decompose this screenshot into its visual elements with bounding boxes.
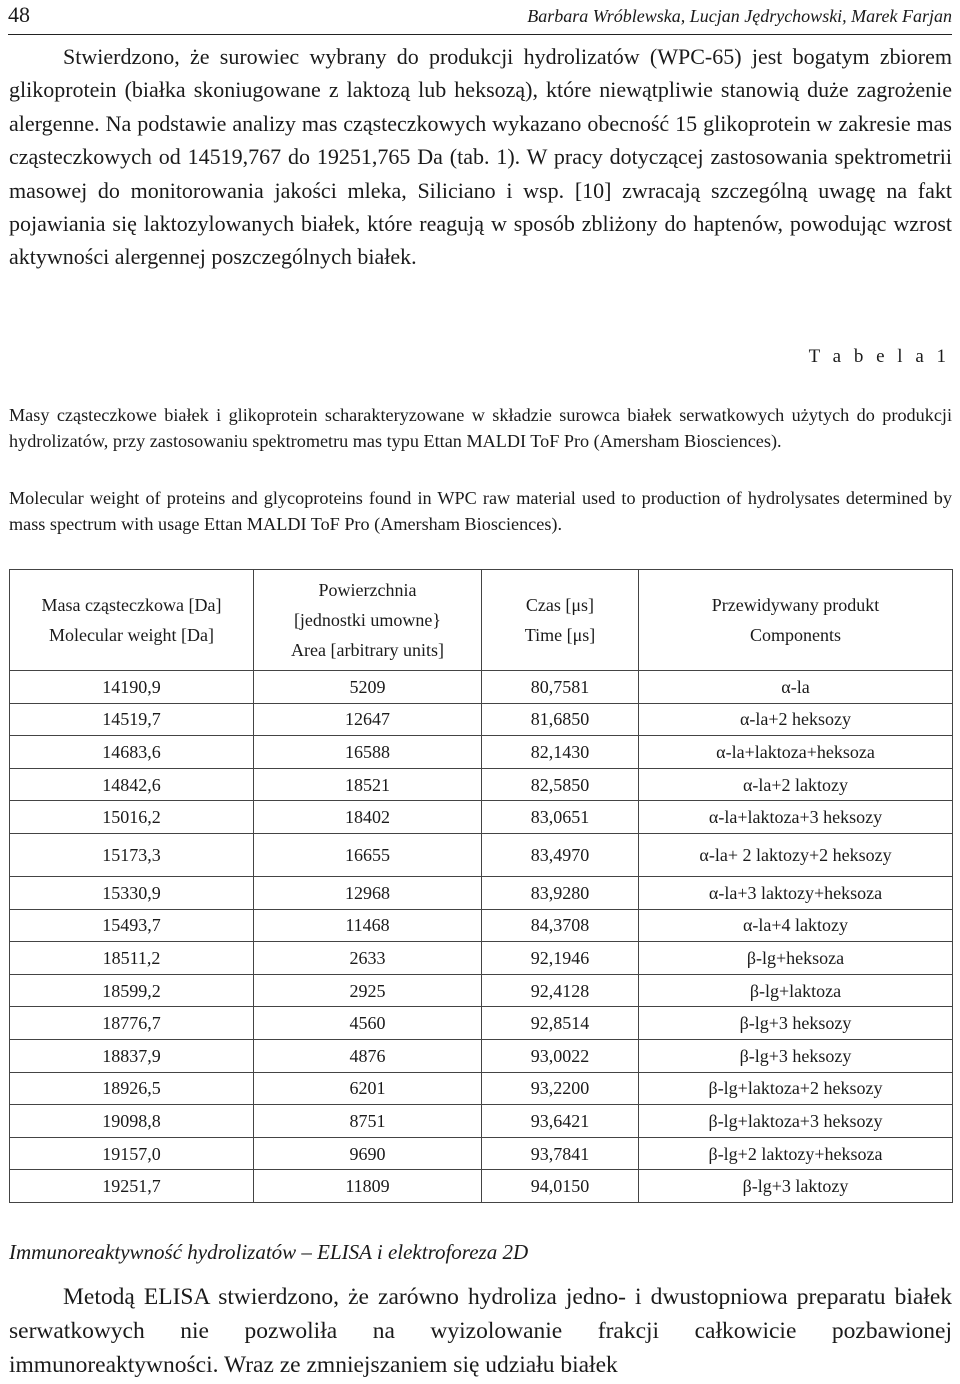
cell-component: α-la+laktoza+heksoza <box>639 736 953 769</box>
table-row <box>10 909 953 942</box>
cell-component: β-lg+3 heksozy <box>639 1039 953 1072</box>
cell-time: 83,0651 <box>482 801 639 834</box>
cell-component: β-lg+3 heksozy <box>639 1007 953 1040</box>
table-caption-english: Molecular weight of proteins and glycoproteins found in WPC raw material used to production of hydrolysates determined by mass spectrum with usage Ettan MALDI ToF Pro (Amersham Biosciences). <box>9 488 952 535</box>
table-row <box>10 801 953 834</box>
cell-molecular-weight: 15493,7 <box>10 909 254 942</box>
table-row <box>10 1039 953 1072</box>
cell-time: 93,6421 <box>482 1105 639 1138</box>
table-row <box>10 703 953 736</box>
cell-area: 2925 <box>254 974 482 1007</box>
header-area <box>254 570 482 671</box>
cell-time: 82,5850 <box>482 768 639 801</box>
cell-component: β-lg+3 laktozy <box>639 1170 953 1203</box>
table-row <box>10 942 953 975</box>
header-time <box>482 570 639 671</box>
cell-molecular-weight: 18837,9 <box>10 1039 254 1072</box>
table-row <box>10 736 953 769</box>
body-paragraph-1 <box>9 40 952 274</box>
cell-time: 92,4128 <box>482 974 639 1007</box>
cell-area: 2633 <box>254 942 482 975</box>
cell-area: 8751 <box>254 1105 482 1138</box>
cell-molecular-weight: 15173,3 <box>10 833 254 876</box>
cell-molecular-weight: 18776,7 <box>10 1007 254 1040</box>
header-components <box>639 570 953 671</box>
cell-area: 16655 <box>254 833 482 876</box>
cell-component: α-la+2 heksozy <box>639 703 953 736</box>
table-row <box>10 833 953 876</box>
table-row <box>10 768 953 801</box>
header-line: Components <box>749 625 841 645</box>
table-caption-polish: Masy cząsteczkowe białek i glikoprotein scharakteryzowane w składzie surowca białek serwatkowych użytych do produkcji hydrolizatów, przy zastosowaniu spektrometru mas typu Ettan MALDI ToF Pro (Amersham Biosciences). <box>9 405 952 452</box>
cell-time: 93,7841 <box>482 1137 639 1170</box>
cell-component: β-lg+laktoza+2 heksozy <box>639 1072 953 1105</box>
cell-time: 82,1430 <box>482 736 639 769</box>
cell-area: 4876 <box>254 1039 482 1072</box>
cell-molecular-weight: 15016,2 <box>10 801 254 834</box>
cell-area: 6201 <box>254 1072 482 1105</box>
cell-molecular-weight: 18926,5 <box>10 1072 254 1105</box>
cell-time: 83,9280 <box>482 876 639 909</box>
cell-time: 84,3708 <box>482 909 639 942</box>
cell-time: 81,6850 <box>482 703 639 736</box>
page-header <box>8 0 952 35</box>
table-row <box>10 1007 953 1040</box>
cell-area: 12968 <box>254 876 482 909</box>
molecular-weight-table <box>9 569 953 1203</box>
header-line: Masa cząsteczkowa [Da] <box>41 595 222 615</box>
cell-area: 12647 <box>254 703 482 736</box>
section-title: Immunoreaktywność hydrolizatów – ELISA i elektroforeza 2D <box>9 1240 529 1264</box>
cell-time: 93,0022 <box>482 1039 639 1072</box>
header-line: Area [arbitrary units] <box>291 640 444 660</box>
running-head-authors: Barbara Wróblewska, Lucjan Jędrychowski, Marek Farjan <box>527 6 952 26</box>
cell-molecular-weight: 14842,6 <box>10 768 254 801</box>
cell-time: 92,8514 <box>482 1007 639 1040</box>
header-molecular-weight <box>10 570 254 671</box>
cell-component: α-la+3 laktozy+heksoza <box>639 876 953 909</box>
cell-component: α-la+ 2 laktozy+2 heksozy <box>639 833 953 876</box>
paragraph-2-text: Metodą ELISA stwierdzono, że zarówno hydroliza jedno- i dwustopniowa preparatu białek serwatkowych nie pozwoliła na wyizolowanie frakcji całkowicie pozbawionej immunoreaktywności. Wraz ze zmniejszaniem się udziału białek <box>9 1284 952 1378</box>
cell-molecular-weight: 14190,9 <box>10 671 254 704</box>
cell-component: β-lg+laktoza+3 heksozy <box>639 1105 953 1138</box>
cell-time: 92,1946 <box>482 942 639 975</box>
cell-molecular-weight: 18511,2 <box>10 942 254 975</box>
table-body <box>10 671 953 1203</box>
header-line: Czas [μs] <box>525 595 595 615</box>
table-row <box>10 876 953 909</box>
cell-area: 4560 <box>254 1007 482 1040</box>
cell-time: 83,4970 <box>482 833 639 876</box>
table-row <box>10 974 953 1007</box>
table-row <box>10 1137 953 1170</box>
header-line: Powierzchnia <box>318 580 417 600</box>
cell-area: 11809 <box>254 1170 482 1203</box>
cell-component: α-la+laktoza+3 heksozy <box>639 801 953 834</box>
cell-component: β-lg+laktoza <box>639 974 953 1007</box>
body-paragraph-2 <box>9 1280 952 1382</box>
cell-molecular-weight: 19157,0 <box>10 1137 254 1170</box>
table-row <box>10 671 953 704</box>
cell-molecular-weight: 19098,8 <box>10 1105 254 1138</box>
cell-component: α-la <box>639 671 953 704</box>
cell-component: β-lg+2 laktozy+heksoza <box>639 1137 953 1170</box>
cell-area: 18521 <box>254 768 482 801</box>
header-line: Molecular weight [Da] <box>49 625 214 645</box>
header-line: [jednostki umowne} <box>293 610 442 630</box>
cell-area: 18402 <box>254 801 482 834</box>
table-row <box>10 1105 953 1138</box>
cell-molecular-weight: 15330,9 <box>10 876 254 909</box>
header-line: Time [μs] <box>524 625 596 645</box>
paragraph-1-text: Stwierdzono, że surowiec wybrany do produkcji hydrolizatów (WPC-65) jest bogatym zbiorem glikoprotein (białka skoniugowane z laktozą lub heksozą), które niewątpliwie stanowią duże zagrożenie alergenne. Na podstawie analizy mas cząsteczkowych wykazano obecność 15 glikoprotein w zakresie mas cząsteczkowych od 14519,767 do 19251,765 Da (tab. 1). W pracy dotyczącej zastosowania spektrometrii masowej do monitorowania jakości mleka, Siliciano i wsp. [10] zwracają szczególną uwagę na fakt pojawiania się laktozylowanych białek, które reagują w sposób zbliżony do haptenów, powodując wzrost aktywności alergennej poszczególnych białek. <box>9 44 952 270</box>
cell-time: 80,7581 <box>482 671 639 704</box>
cell-area: 5209 <box>254 671 482 704</box>
table-row <box>10 1170 953 1203</box>
cell-area: 11468 <box>254 909 482 942</box>
cell-time: 94,0150 <box>482 1170 639 1203</box>
cell-molecular-weight: 14519,7 <box>10 703 254 736</box>
cell-molecular-weight: 14683,6 <box>10 736 254 769</box>
cell-area: 16588 <box>254 736 482 769</box>
table-label: T a b e l a 1 <box>808 346 950 367</box>
cell-component: α-la+2 laktozy <box>639 768 953 801</box>
table-header-row <box>10 570 953 671</box>
cell-molecular-weight: 19251,7 <box>10 1170 254 1203</box>
page-number: 48 <box>8 2 30 27</box>
cell-component: α-la+4 laktozy <box>639 909 953 942</box>
cell-component: β-lg+heksoza <box>639 942 953 975</box>
cell-area: 9690 <box>254 1137 482 1170</box>
table-row <box>10 1072 953 1105</box>
header-line: Przewidywany produkt <box>711 595 880 615</box>
cell-time: 93,2200 <box>482 1072 639 1105</box>
cell-molecular-weight: 18599,2 <box>10 974 254 1007</box>
